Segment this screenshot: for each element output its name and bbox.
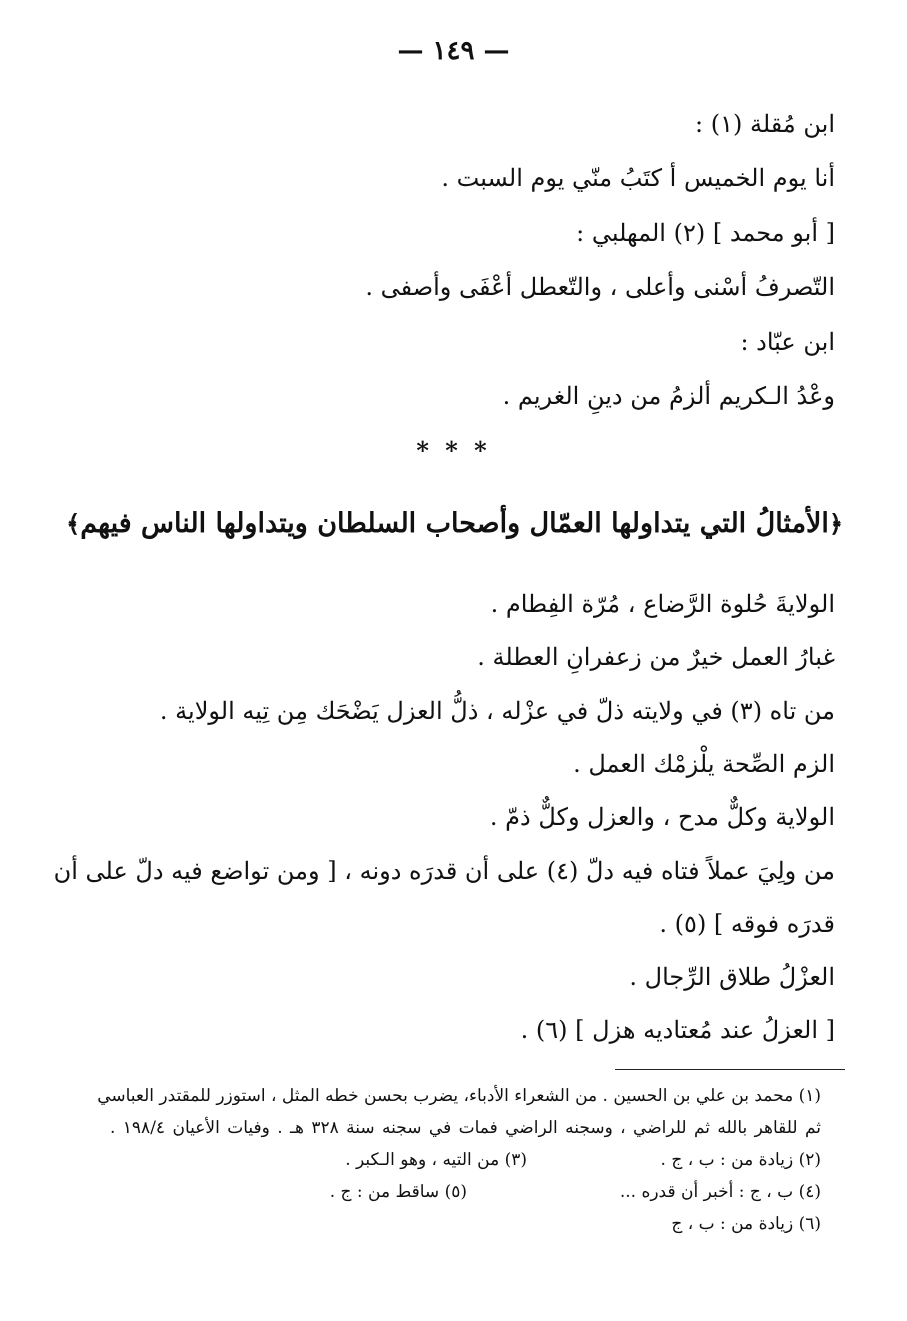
footnote-3: (٣) من التيه ، وهو الـكبر . [345, 1150, 527, 1170]
text-line: ابن عبّاد : [740, 328, 835, 356]
ornament-close: ﴾ [66, 509, 81, 538]
footnote-1: (١) محمد بن علي بن الحسين . من الشعراء الأدباء، يضرب بحسن خطه المثل ، استوزر للمقتدر العباسي [97, 1086, 821, 1106]
footnote-6: (٦) زيادة من : ب ، ج [671, 1214, 821, 1234]
proverb-line: غبارُ العمل خيرٌ من زعفرانِ العطلة . [477, 643, 835, 671]
ornament-open: ﴿ [828, 509, 843, 538]
proverb-line: الزم الصِّحة يلْزمْك العمل . [573, 750, 835, 778]
section-separator: * * * [416, 436, 491, 465]
section-title: الأمثالُ التي يتداولها العمّال وأصحاب السلطان ويتداولها الناس فيهم [80, 508, 829, 539]
proverb-line: الولايةَ حُلوة الرَّضاع ، مُرّة الفِطام . [490, 590, 835, 618]
footnote-4: (٤) ب ، ج : أخبر أن قدره ... [619, 1182, 821, 1202]
page-number: — ١٤٩ — [397, 36, 510, 66]
proverb-line: العزْلُ طلاق الرِّجال . [629, 963, 835, 991]
text-line: ابن مُقلة (١) : [694, 110, 835, 138]
proverb-line: من ولِيَ عملاً فتاه فيه دلّ (٤) على أن قدرَه دونه ، [ ومن تواضع فيه دلّ على أن [53, 857, 835, 885]
proverb-line: من تاه (٣) في ولايته ذلّ في عزْله ، ذلُّ العزل يَضْحَك مِن تِيه الولاية . [159, 697, 835, 725]
footnote-5: (٥) ساقط من : ج . [329, 1182, 467, 1202]
proverb-line: الولاية وكلٌّ مدح ، والعزل وكلٌّ ذمّ . [489, 803, 835, 831]
footnote-divider [615, 1069, 845, 1070]
proverb-line: [ العزلُ عند مُعتاديه هزل ] (٦) . [520, 1016, 835, 1044]
text-line: وعْدُ الـكريم ألزمُ من دينِ الغريم . [502, 382, 835, 410]
footnote-1-continued: ثم للقاهر بالله ثم للراضي ، وسجنه الراضي فمات في سجنه سنة ٣٢٨ هـ . وفيات الأعيان ١٩٨/٤ . [110, 1118, 821, 1138]
text-line: أنا يوم الخميس أ كتَبُ منّي يوم السبت . [441, 164, 835, 192]
text-line: [ أبو محمد ] (٢) المهلبي : [576, 219, 835, 247]
footnote-2: (٢) زيادة من : ب ، ج . [660, 1150, 821, 1170]
text-line: التّصرفُ أسْنى وأعلى ، والتّعطل أعْفَى وأصفى . [365, 273, 835, 301]
section-heading [66, 508, 843, 539]
proverb-line: قدرَه فوقه ] (٥) . [659, 910, 835, 938]
